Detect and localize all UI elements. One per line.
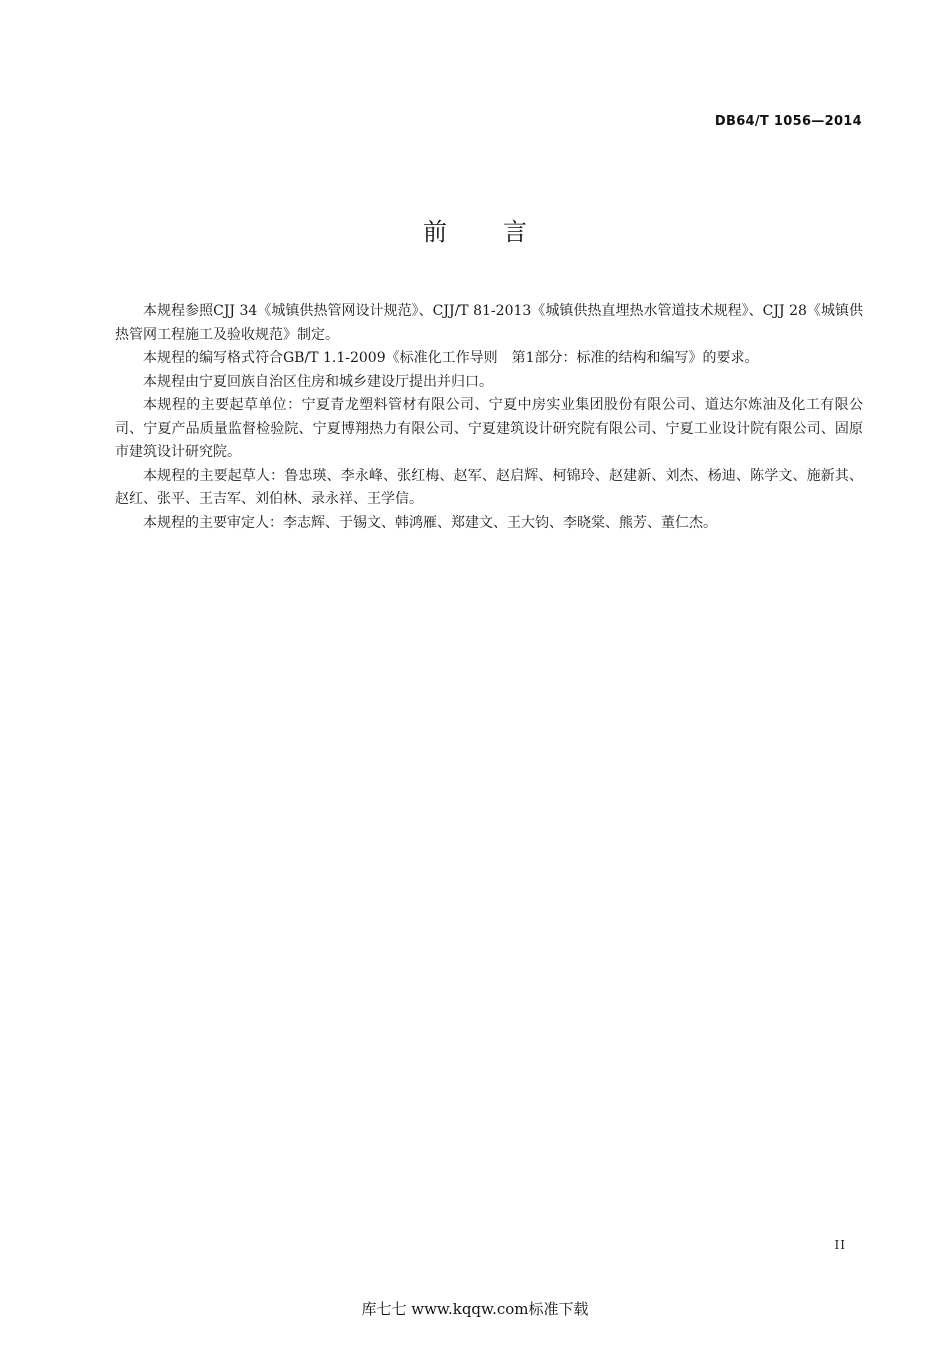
paragraph-drafting-units: 本规程的主要起草单位：宁夏青龙塑料管材有限公司、宁夏中房实业集团股份有限公司、道达尔炼油及化工有限公司、宁夏产品质量监督检验院、宁夏博翔热力有限公司、宁夏建筑设计研究院有限公司、宁夏工业设计院有限公司、固原市建筑设计研究院。 bbox=[115, 397, 863, 460]
paragraph-format: 本规程的编写格式符合GB/T 1.1-2009《标准化工作导则 第1部分：标准的结构和编写》的要求。 bbox=[143, 350, 759, 366]
paragraph-drafters: 本规程的主要起草人：鲁忠瑛、李永峰、张红梅、赵军、赵启辉、柯锦玲、赵建新、刘杰、杨迪、陈学文、施新其、赵红、张平、王吉军、刘伯林、录永祥、王学信。 bbox=[115, 467, 863, 507]
section-title: 前言 bbox=[423, 218, 583, 246]
paragraph-references: 本规程参照CJJ 34《城镇供热管网设计规范》、CJJ/T 81-2013《城镇供热直埋热水管道技术规程》、CJJ 28《城镇供热管网工程施工及验收规范》制定。 bbox=[115, 303, 863, 343]
page-number: II bbox=[834, 1238, 846, 1252]
footer-watermark: 库七七 www.kqqw.com标准下载 bbox=[361, 1300, 589, 1318]
foreword-body bbox=[115, 300, 863, 535]
paragraph-proposer: 本规程由宁夏回族自治区住房和城乡建设厅提出并归口。 bbox=[143, 373, 493, 390]
paragraph-reviewers: 本规程的主要审定人：李志辉、于锡文、韩鸿雁、郑建文、王大钧、李晓棠、熊芳、董仁杰。 bbox=[143, 514, 717, 531]
document-code: DB64/T 1056—2014 bbox=[714, 114, 862, 129]
